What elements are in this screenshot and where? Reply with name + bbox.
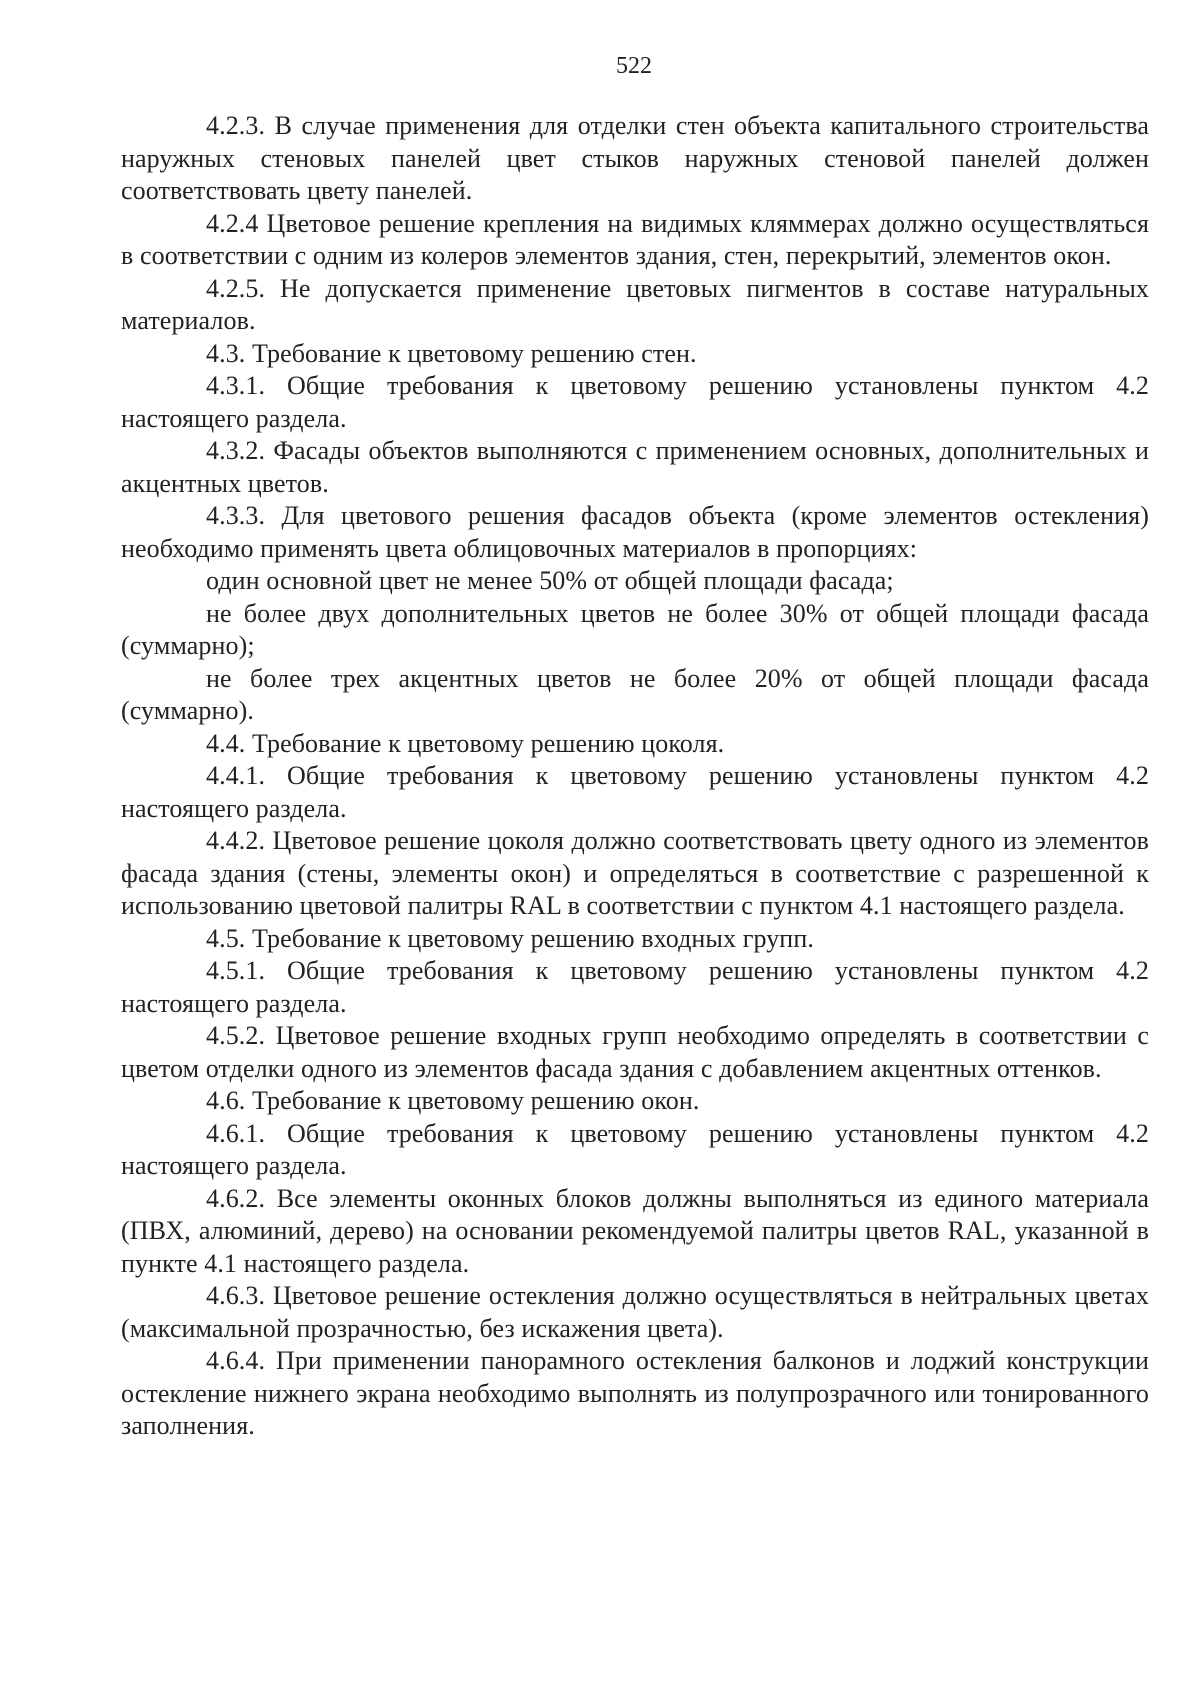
heading-4-6: 4.6. Требование к цветовому решению окон.: [206, 1086, 700, 1115]
paragraph-4-3-2: 4.3.2. Фасады объектов выполняются с применением основных, дополнительных и акцентных цветов.: [121, 436, 1149, 498]
heading-4-5: 4.5. Требование к цветовому решению входных групп.: [206, 923, 814, 953]
paragraph-4-2-5: 4.2.5. Не допускается применение цветовых пигментов в составе натуральных материалов.: [121, 273, 1149, 335]
list-item-accent-colors: не более трех акцентных цветов не более 20% от общей площади фасада (суммарно).: [121, 663, 1149, 725]
paragraph-4-6-2: 4.6.2. Все элементы оконных блоков должны выполняться из единого материала (ПВХ, алюминий, дерево) на основании рекомендуемой палитры цветов RAL, указанной в пункте 4.1 настоящего раздела.: [121, 1183, 1149, 1278]
list-item-additional-colors: не более двух дополнительных цветов не более 30% от общей площади фасада (суммарно);: [121, 598, 1149, 660]
paragraph-4-5-1: 4.5.1. Общие требования к цветовому решению установлены пунктом 4.2 настоящего раздела.: [121, 956, 1149, 1018]
paragraph-4-2-4: 4.2.4 Цветовое решение крепления на видимых кляммерах должно осуществляться в соответствии с одним из колеров элементов здания, стен, перекрытий, элементов окон.: [121, 208, 1149, 270]
heading-4-4: 4.4. Требование к цветовому решению цоколя.: [206, 728, 725, 758]
paragraph-4-4-1: 4.4.1. Общие требования к цветовому решению установлены пунктом 4.2 настоящего раздела.: [121, 761, 1149, 823]
heading-4-3: 4.3. Требование к цветовому решению стен.: [206, 338, 697, 368]
paragraph-4-5-2: 4.5.2. Цветовое решение входных групп необходимо определять в соответствии с цветом отделки одного из элементов фасада здания с добавлением акцентных оттенков.: [121, 1021, 1149, 1083]
page-number: 522: [616, 53, 652, 79]
document-body: [121, 110, 1149, 1443]
list-item-main-color: один основной цвет не менее 50% от общей площади фасада;: [206, 566, 894, 595]
paragraph-4-6-3: 4.6.3. Цветовое решение остекления должно осуществляться в нейтральных цветах (максимальной прозрачностью, без искажения цвета).: [121, 1281, 1149, 1343]
paragraph-4-2-3: 4.2.3. В случае применения для отделки стен объекта капитального строительства наружных стеновых панелей цвет стыков наружных стеновой панелей должен соответствовать цвету панелей.: [121, 111, 1149, 205]
paragraph-4-6-4: 4.6.4. При применении панорамного остекления балконов и лоджий конструкции остекление нижнего экрана необходимо выполнять из полупрозрачного или тонированного заполнения.: [121, 1346, 1149, 1440]
paragraph-4-3-1: 4.3.1. Общие требования к цветовому решению установлены пунктом 4.2 настоящего раздела.: [121, 371, 1149, 433]
paragraph-4-3-3: 4.3.3. Для цветового решения фасадов объекта (кроме элементов остекления) необходимо применять цвета облицовочных материалов в пропорциях:: [121, 501, 1149, 563]
paragraph-4-4-2: 4.4.2. Цветовое решение цоколя должно соответствовать цвету одного из элементов фасада здания (стены, элементы окон) и определяться в соответствие с разрешенной к использованию цветовой палитры RAL в соответствии с пунктом 4.1 настоящего раздела.: [121, 826, 1149, 920]
paragraph-4-6-1: 4.6.1. Общие требования к цветовому решению установлены пунктом 4.2 настоящего раздела.: [121, 1118, 1149, 1180]
